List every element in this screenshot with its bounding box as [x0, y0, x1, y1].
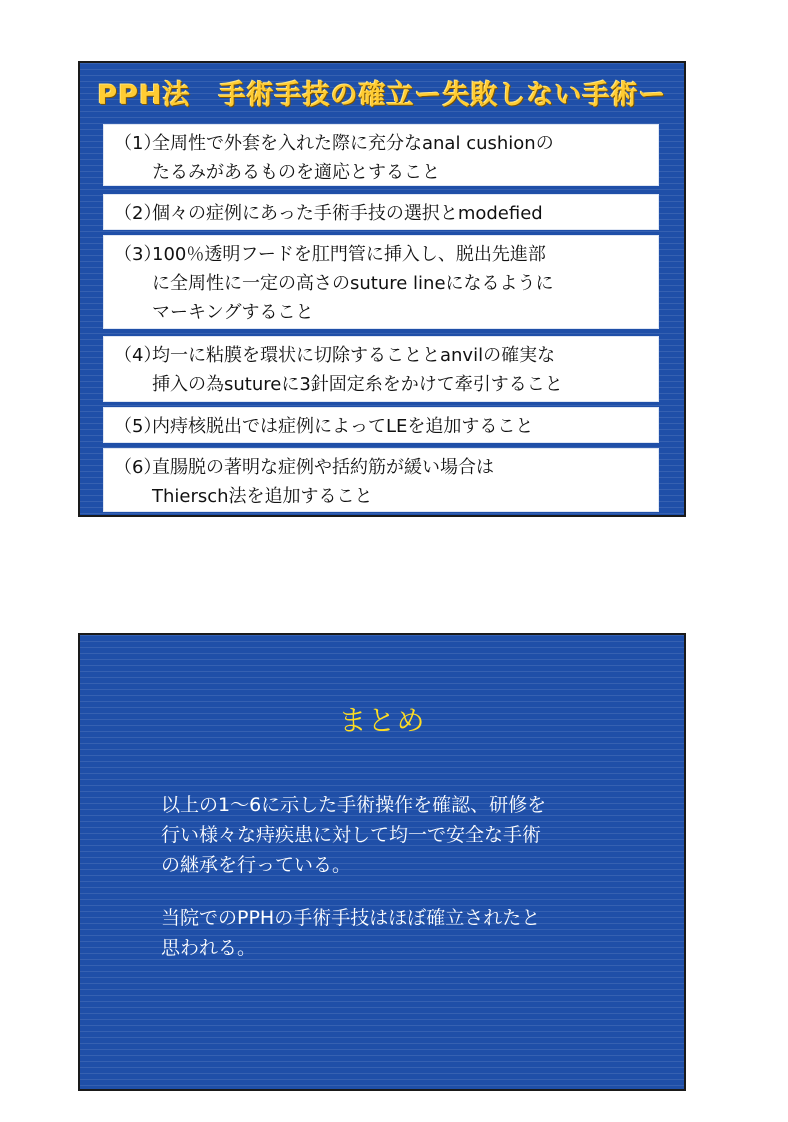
item-box-5	[104, 408, 658, 442]
item-box-6	[104, 449, 658, 511]
item-text: 全周性で外套を入れた際に充分なanal cushionの たるみがあるものを適応とすること	[152, 133, 554, 183]
item-box-4	[104, 337, 658, 401]
item-box-2	[104, 195, 658, 229]
item-number: （3）	[114, 244, 162, 265]
item-number: （5）	[114, 416, 162, 437]
item-number: （2）	[114, 203, 162, 224]
item-box-3	[104, 236, 658, 328]
slide-pph-technique	[78, 61, 686, 517]
summary-paragraph-1: 以上の1～6に示した手術操作を確認、研修を 行い様々な痔疾患に対して均一で安全な手術 の継承を行っている。	[161, 794, 547, 876]
item-text: 直腸脱の著明な症例や括約筋が緩い場合は Thiersch法を追加すること	[152, 457, 494, 507]
item-number: （1）	[114, 133, 162, 154]
item-number: （4）	[114, 345, 162, 366]
slide-summary	[78, 633, 686, 1091]
item-text: 内痔核脱出では症例によってLEを追加すること	[152, 416, 534, 437]
summary-title: まとめ	[338, 704, 426, 737]
slide-title: PPH法 手術手技の確立ー失敗しない手術ー	[97, 80, 667, 111]
summary-paragraph-2: 当院でのPPHの手術手技はほぼ確立されたと 思われる。	[161, 907, 541, 959]
item-text: 個々の症例にあった手術手技の選択とmodefied	[152, 203, 543, 224]
item-text: 均一に粘膜を環状に切除することとanvilの確実な 挿入の為sutureに3針固定糸をかけて牽引すること	[152, 345, 563, 395]
item-number: （6）	[114, 457, 162, 478]
item-box-1	[104, 125, 658, 185]
item-text: 100％透明フードを肛門管に挿入し、脱出先進部 に全周性に一定の高さのsuture lineになるように マーキングすること	[152, 244, 554, 323]
